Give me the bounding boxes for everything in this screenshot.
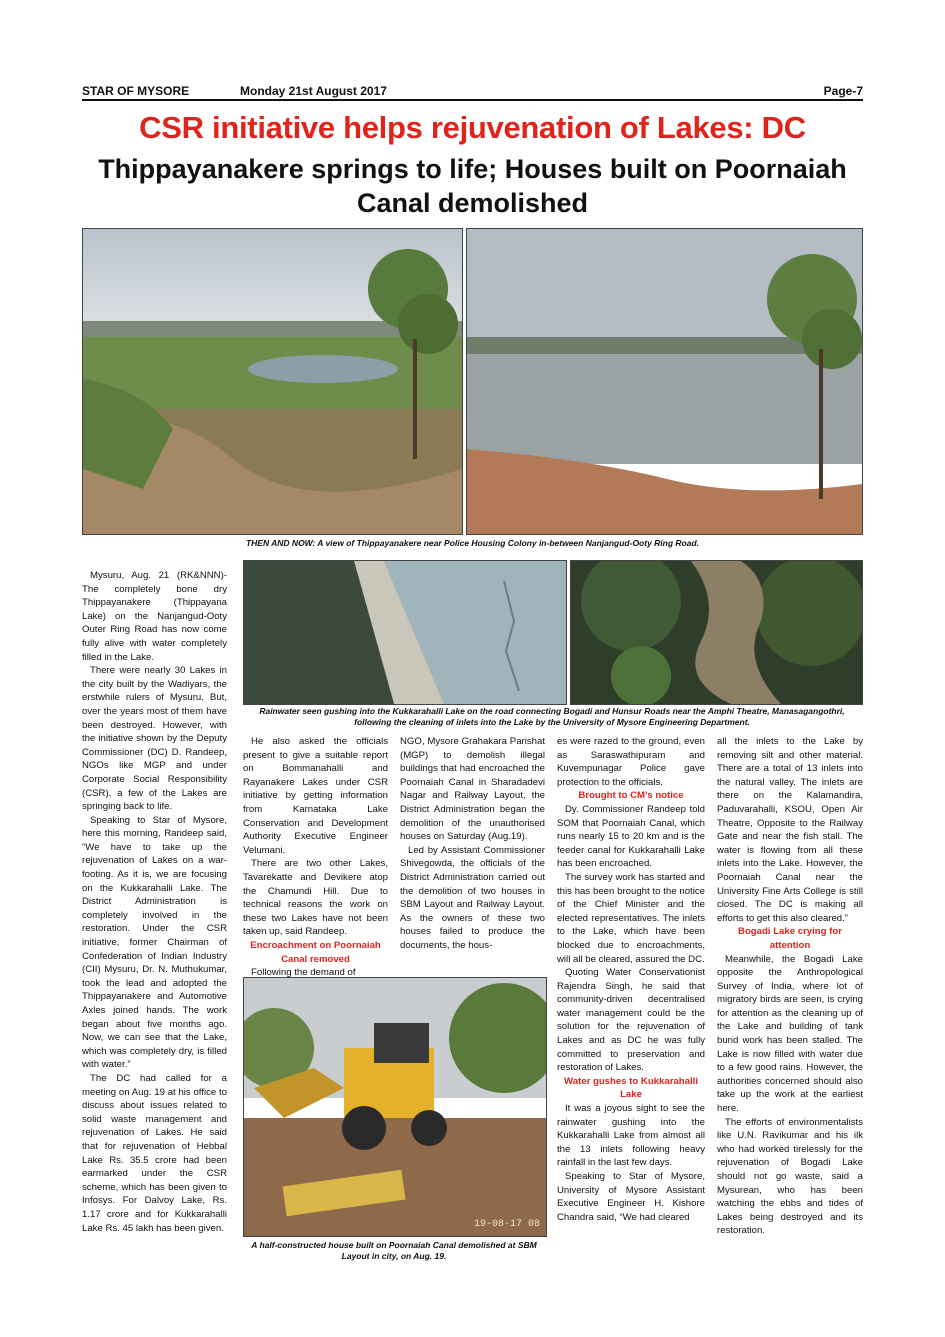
photo-demolition-jcb [243,977,547,1237]
photo-water-gushing [570,560,863,705]
caption-kukkarahalli-inlets: Rainwater seen gushing into the Kukkarahalli Lake on the road connecting Bogadi and Hunsur Roads near the Amphi Theatre, Manasagangothri, following the cleaning of inlets into the Lake by the University of Mysore Engineering Department. [259,706,845,727]
paragraph: Mysuru, Aug. 21 (RK&NNN)- The completely bone dry Thippayanakere (Thippayana Lake) on the Nanjangud-Ooty Outer Ring Road has now come fully alive with water completely filled in the Lake. [82,570,227,663]
paragraph: Speaking to Star of Mysore, University of Mysore Assistant Executive Engineer H. Kishore Chandra said, “We had cleared [557,1171,705,1223]
page-number: Page-7 [823,84,863,98]
paragraph: The DC had called for a meeting on Aug. 19 at his office to discuss about issues related to solid waste management and rejuvenation of Lakes. He said that for rejuvenation of Hebbal Lake Rs. 35.5 crore had been earmarked under the CSR scheme, which has been given to Infosys. For Dalvoy Lake, Rs. 1.17 crore and for Kukkarahalli Lake Rs. 45 lakh has been given. [82,1072,227,1234]
paragraph: The efforts of environmentalists like U.N. Ravikumar and his ilk who had worked tirelessly for the rejuvenation of Bogadi Lake should not go waste, said a Mysurean, who has been watching the ebbs and tides of Lakes being destroyed and its restoration. [717,1116,863,1237]
article-column-3 [400,735,545,953]
paragraph: He also asked the officials present to give a suitable report on Bommanahalli and Rayanakere Lakes under CSR initiative by getting information from Karnataka Lake Conservation and Development Authority Executive Engineer Velumani. [243,736,388,856]
article-column-5 [717,735,863,1238]
paragraph: Meanwhile, the Bogadi Lake opposite the Anthropological Survey of India, where lot of migratory birds are seen, is crying for attention as the cleaning up of the Lake and building of tank bund work has been stalled. The Lake is now filled with water due to a few good rains. However, the authorities concerned should also take up the work at the earliest here. [717,953,863,1115]
paragraph: Following the demand of [251,967,356,979]
article-column-1 [82,569,227,1235]
section-subheading: Encroachment on Poornaiah Canal removed [250,939,381,965]
headline: CSR initiative helps rejuvenation of Lakes: DC [139,110,806,145]
paragraph: Speaking to Star of Mysore, here this morning, Randeep said, “We have to take up the rejuvenation of Lakes on a war-footing. As it is, we are focusing on the Kukkarahalli Lake. The District Administration is completely involved in the restoration. Under the CSR initiative, former Chairman of Confederation of Indian Industry (CII) Mysuru, Dr. N. Muthukumar, took the lead and adopted the Thippayanakere and Automotive Axles joined hands. The work began about five months ago. Now, we can see that the Lake, which was completely dry, is filled with water.” [82,814,227,1071]
photo-inlet-channel [243,560,567,705]
paragraph: Led by Assistant Commissioner Shivegowda, the officials of the District Administration carried out the demolition of two houses in SBM Layout and Railway Layout. As the owners of these two houses failed to produce the documents, the hous- [400,844,545,951]
paragraph: Dy. Commissioner Randeep told SOM that Poornaiah Canal, which runs nearly 15 to 20 km and is the feeder canal for Kukkarahalli Lake has been encroached. [557,803,705,870]
section-subheading: Bogadi Lake crying for attention [738,926,842,951]
photo-date-stamp: 19-08-17 08 [474,1219,541,1230]
section-subheading: Brought to CM’s notice [578,790,684,802]
caption-demolished-house: A half-constructed house built on Poornaiah Canal demolished at SBM Layout in city, on Aug. 19. [251,1240,537,1261]
publication-name: STAR OF MYSORE [82,84,190,98]
caption-then-and-now: THEN AND NOW: A view of Thippayanakere near Police Housing Colony in-between Nanjangud-Ooty Ring Road. [245,538,700,548]
article-column-4 [557,735,705,1224]
paragraph: There were nearly 30 Lakes in the city built by the Wadiyars, the erstwhile rulers of Mysuru. But, over the years most of them have been destroyed. However, with the initiative shown by the Deputy Commissioner (DC) D. Randeep, NGOs like MGP and under Corporate Social Responsibility (CSR), a few of the Lakes are springing back to life. [82,665,227,813]
paragraph: There are two other Lakes, Tavarekatte and Devikere atop the Chamundi Hill. Due to technical reasons the work on these two Lakes have not been taken up, said Randeep. [243,858,388,938]
photo-now-filled-lake [466,228,863,535]
paragraph: NGO, Mysore Grahakara Parishat (MGP) to demolish illegal buildings that had encroached the Poornaiah Canal in Sharadadevi Nagar and Railway Layout, the District Administration began the demolition of the unauthorised houses on Saturday (Aug.19). [400,736,545,843]
section-subheading: Water gushes to Kukkarahalli Lake [564,1075,698,1101]
photo-then-dry-lake [82,228,463,535]
article-column-2 [243,735,388,980]
issue-date: Monday 21st August 2017 [240,84,387,98]
masthead-rule [82,99,863,101]
paragraph: es were razed to the ground, even as Saraswathipuram and Kuvempunagar Police gave protection to the officials. [557,736,705,788]
paragraph: Quoting Water Conservationist Rajendra Singh, he said that community-driven decentralised water management could be the solution for the rejuvenation of Lakes and as DC he was fully committed to preservation and restoration of Lakes. [557,967,705,1074]
paragraph: The survey work has started and this has been brought to the notice of the Chief Minister and the elected representatives. The inlets to the Lake, which have been blocked due to encroachments, will all be cleared, assured the DC. [557,871,705,965]
paragraph: It was a joyous sight to see the rainwater gushing into the Kukkarahalli Lake from almost all the 13 inlets following heavy rainfall in the last few days. [557,1103,705,1169]
paragraph: all the inlets to the Lake by removing silt and other material. There are a total of 13 inlets into the natural valley. The inlets are there on the Kalamandira, Paduvarahalli, KSOU, Open Air Theatre, Opposite to the Railway Gate and near the fish stall. The water is flowing from all these inlets into the Lake. However, the Poornaiah Canal near the University Fine Arts College is still closed. The DC is making all efforts to get this also cleared.” [717,736,863,924]
masthead [82,84,863,98]
subheadline: Thippayanakere springs to life; Houses built on Poornaiah Canal demolished [98,154,847,218]
